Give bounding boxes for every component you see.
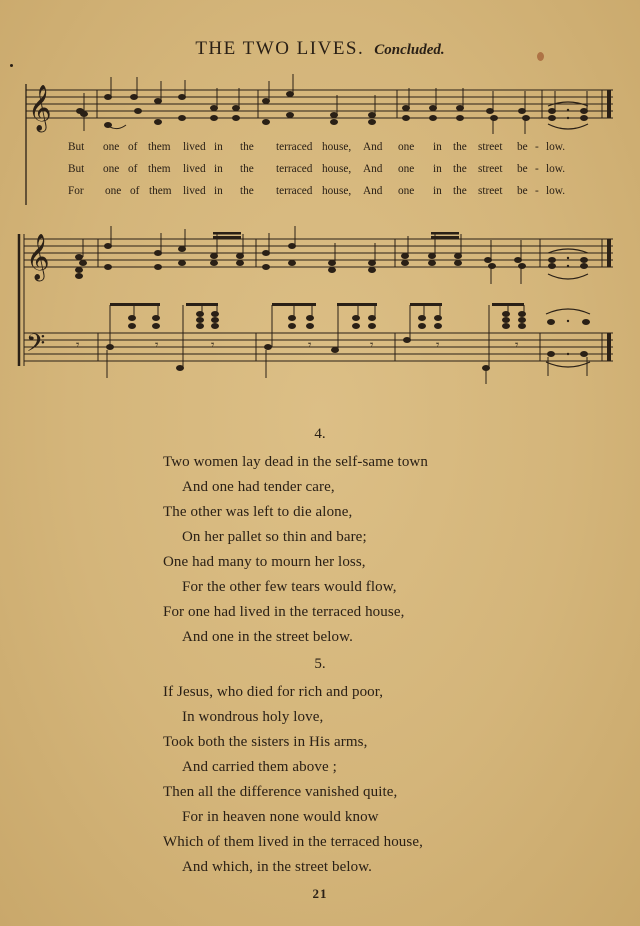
eighth-rest-icon: 𝄾 — [436, 338, 440, 353]
accompaniment-staves — [19, 226, 613, 384]
lyric-word: But — [68, 141, 85, 153]
lyric-word: one — [103, 141, 120, 153]
treble-clef-icon: 𝄞 — [28, 85, 52, 131]
lyric-word: them — [149, 185, 172, 197]
verse-line: For one had lived in the terraced house, — [163, 604, 405, 620]
verse-line: Then all the difference vanished quite, — [163, 784, 398, 800]
verse-line: If Jesus, who died for rich and poor, — [163, 684, 384, 700]
lyric-word: - — [535, 163, 539, 175]
lyric-word: them — [148, 163, 171, 175]
verse-line: Two women lay dead in the self-same town — [163, 454, 428, 470]
lyric-word: low. — [546, 163, 566, 175]
lyric-word: lived — [183, 141, 206, 153]
stanza-number: 5. — [314, 656, 326, 672]
lyric-word: in — [214, 163, 223, 175]
treble-clef-icon: 𝄞 — [26, 234, 50, 280]
lyric-word: the — [453, 163, 467, 175]
page-number: 21 — [312, 886, 328, 901]
verse-line: One had many to mourn her loss, — [163, 554, 366, 570]
lyric-word: For — [68, 185, 84, 197]
lyric-word: one — [398, 163, 415, 175]
verse-line: On her pallet so thin and bare; — [182, 529, 367, 545]
lyric-word: street — [478, 163, 503, 175]
verse-line: And carried them above ; — [182, 759, 337, 775]
lyric-word: of — [128, 163, 138, 175]
lyric-word: low. — [546, 185, 566, 197]
paper-stain — [537, 52, 544, 61]
bass-clef-icon: 𝄢 — [26, 329, 46, 364]
lyric-word: be — [517, 185, 528, 197]
lyric-word: of — [128, 141, 138, 153]
lyric-word: one — [398, 141, 415, 153]
verse-line: For the other few tears would flow, — [182, 579, 397, 595]
lyric-word: And — [363, 163, 383, 175]
lyric-word: in — [433, 163, 442, 175]
lyric-word: terraced — [276, 185, 313, 197]
lyric-word: lived — [183, 185, 206, 197]
lyric-word: the — [240, 185, 254, 197]
eighth-rest-icon: 𝄾 — [370, 338, 374, 353]
lyric-word: street — [478, 141, 503, 153]
lyric-word: street — [478, 185, 503, 197]
eighth-rest-icon: 𝄾 — [76, 338, 80, 353]
verse-line: And one in the street below. — [182, 629, 353, 645]
lyric-word: house, — [322, 141, 352, 153]
lyric-word: - — [535, 185, 539, 197]
lyric-word: one — [103, 163, 120, 175]
paper-speck — [10, 64, 13, 67]
lyric-word: But — [68, 163, 85, 175]
lyric-word: the — [240, 141, 254, 153]
verse-line: In wondrous holy love, — [182, 709, 324, 725]
song-title: THE TWO LIVES. — [195, 38, 365, 59]
eighth-rest-icon: 𝄾 — [308, 338, 312, 353]
stanza-number: 4. — [314, 426, 326, 442]
lyric-word: in — [433, 141, 442, 153]
verse-line: And one had tender care, — [182, 479, 335, 495]
verse-line: Took both the sisters in His arms, — [163, 734, 368, 750]
lyric-word: terraced — [276, 163, 313, 175]
lyric-word: of — [130, 185, 140, 197]
verse-line: The other was left to die alone, — [163, 504, 353, 520]
lyric-word: And — [363, 141, 383, 153]
lyric-word: one — [105, 185, 122, 197]
lyric-word: - — [535, 141, 539, 153]
lyric-word: house, — [322, 185, 352, 197]
verse-line: Which of them lived in the terraced house, — [163, 834, 423, 850]
lyric-word: the — [453, 185, 467, 197]
eighth-rest-icon: 𝄾 — [155, 338, 159, 353]
lyric-word: the — [240, 163, 254, 175]
lyric-word: And — [363, 185, 383, 197]
lyric-word: the — [453, 141, 467, 153]
lyric-word: in — [214, 141, 223, 153]
eighth-rest-icon: 𝄾 — [515, 338, 519, 353]
lyric-word: them — [148, 141, 171, 153]
lyric-word: one — [398, 185, 415, 197]
eighth-rest-icon: 𝄾 — [211, 338, 215, 353]
song-subtitle: Concluded. — [374, 42, 445, 58]
lyric-word: be — [517, 141, 528, 153]
lyric-word: low. — [546, 141, 566, 153]
lyric-word: be — [517, 163, 528, 175]
sheet-music — [0, 0, 640, 400]
lyric-word: lived — [183, 163, 206, 175]
lyric-word: in — [214, 185, 223, 197]
lyric-word: house, — [322, 163, 352, 175]
lyric-word: terraced — [276, 141, 313, 153]
lyric-word: in — [433, 185, 442, 197]
verse-line: And which, in the street below. — [182, 859, 372, 875]
verse-line: For in heaven none would know — [182, 809, 379, 825]
